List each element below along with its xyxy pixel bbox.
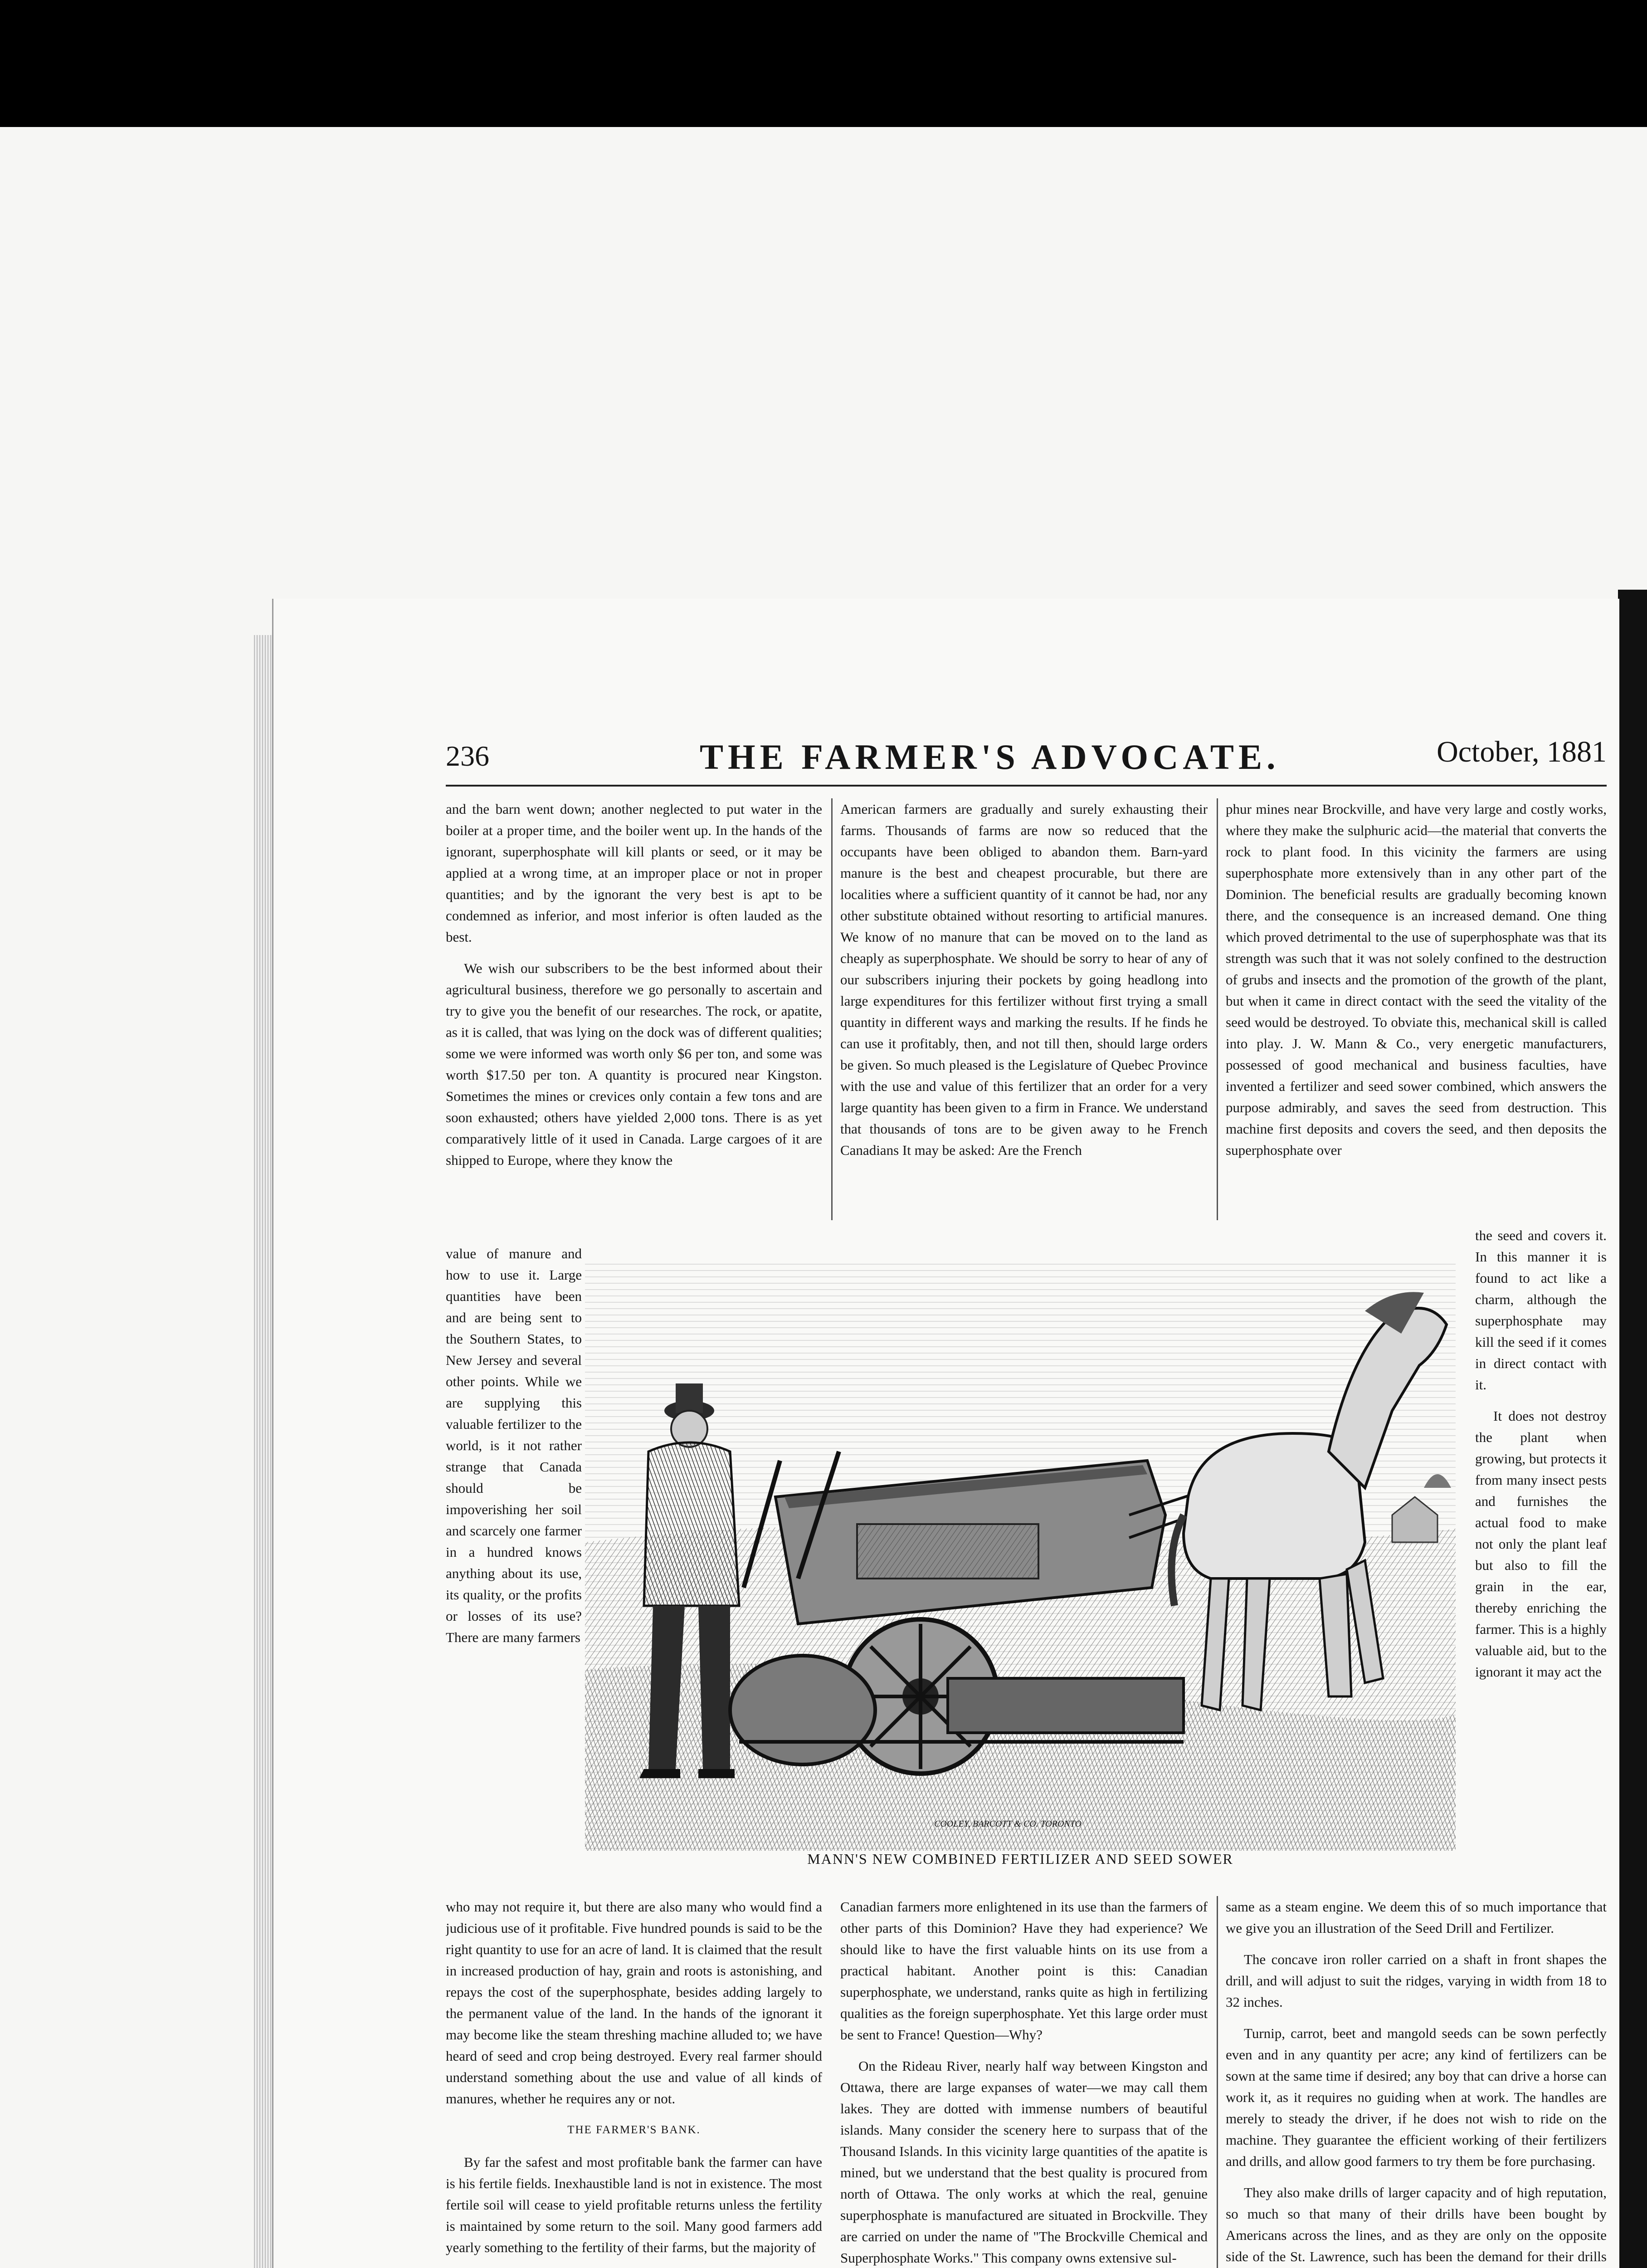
header-rule — [446, 785, 1607, 787]
illustration-caption: MANN'S NEW COMBINED FERTILIZER AND SEED SOWER — [807, 1851, 1233, 1867]
article-paragraph: and the barn went down; another neglected to put water in the boiler at a proper time, and the boiler went up. In the hands of the ignorant, superphosphate will kill plants or seed, or it may be applied at a wrong time, at an improper place or not in proper quantities; and by the ignorant the very best is apt to be condemned as inferior, and most inferior is often lauded as the best. — [446, 801, 822, 945]
column-3-bottom — [1226, 1896, 1607, 2268]
engraving-drawing — [585, 1261, 1456, 1851]
column-3-top — [1226, 798, 1607, 1225]
column-1-bottom — [446, 1896, 822, 2268]
book-spine-edge — [254, 635, 272, 2268]
column-rule — [831, 798, 833, 1220]
column-2-top — [840, 798, 1208, 1220]
article-paragraph: They also make drills of larger capacity and of high reputation, so much so that many of their drills have been bought by Americans across the lines, and as they are only on the opposite side of the St. Lawrence, such has been the demand for their drills — [1226, 2185, 1607, 2264]
seed-sower-engraving — [585, 1261, 1456, 1851]
column-3-narrow — [1475, 1225, 1607, 1833]
article-paragraph: value of manure and how to use it. Large quantities have been and are being sent to the Southern States, to New Jersey and several other points. While we are supplying this valuable fertilizer to the world, is it not rather strange that Canada should be impoverishing her soil and scarcely one farmer in a hundred knows anything about its use, its quality, or the profits or losses of its use? There are many farmers — [446, 1246, 582, 1645]
article-paragraph: Canadian farmers more enlightened in its use than the farmers of other parts of this Dominion? Have they had experience? We should like to have the first valuable hints on its use from a practical habitant. Another point is this: Canadian superphosphate, we understand, ranks quite as high in fertilizing qualities as the foreign superphosphate. Yet this large order must be sent to France! Question—Why? — [840, 1899, 1208, 2043]
page-header — [446, 730, 1607, 785]
article-paragraph: same as a steam engine. We deem this of so much importance that we give you an illustration of the Seed Drill and Fertilizer. — [1226, 1899, 1607, 1936]
page-number: 236 — [446, 740, 489, 772]
section-heading: THE FARMER'S BANK. — [567, 2124, 701, 2136]
column-rule — [1217, 1896, 1218, 2268]
engraver-credit: COOLEY, BARCOTT & CO. TORONTO — [934, 1819, 1082, 1829]
article-paragraph: the seed and covers it. In this manner it is found to act like a charm, although the superphosphate may kill the seed if it comes in direct contact with it. — [1475, 1227, 1607, 1393]
article-paragraph: American farmers are gradually and surely exhausting their farms. Thousands of farms are now so reduced that the occupants have been obliged to abandon them. Barn-yard manure is the best and cheapest procurable, but there are localities where a sufficient quantity of it cannot be had, nor any other substitute obtained without resorting to artificial manures. We know of no manure that can be moved on to the land as cheaply as superphosphate. We should be sorry to hear of any of our subscribers injuring their pockets by going headlong into large expenditures for this fertilizer without first trying a small quantity in different ways and marking the results. If he finds he can use it profitably, then, and not till then, should large orders be given. So much pleased is the Legislature of Quebec Province with the use and value of this fertilizer that an order for a very large quantity has been given to a firm in France. We understand that thousands of tons are to be given away to he French Canadians It may be asked: Are the French — [840, 801, 1208, 1158]
article-paragraph: On the Rideau River, nearly half way between Kingston and Ottawa, there are large expanses of water—we may call them lakes. They are dotted with immense numbers of beautiful islands. Many consider the scenery here to surpass that of the Thousand Islands. In this vicinity large quantities of the apatite is mined, but we understand that the best quality is procured from north of Ottawa. The only works at which the real, genuine superphosphate is manufactured are situated in Brockville. They are carried on under the name of "The Brockville Chemical and Superphosphate Works." This company owns extensive sul- — [840, 2058, 1208, 2266]
issue-date: October, 1881 — [1437, 735, 1607, 768]
article-paragraph: It does not destroy the plant when growing, but protects it from many insect pests and furnishes the actual food to make not only the plant leaf but also to fill the grain in the ear, thereby enriching the farmer. This is a highly valuable aid, but to the ignorant it may act the — [1475, 1408, 1607, 1680]
article-paragraph: By far the safest and most profitable bank the farmer can have is his fertile fields. Inexhaustible land is not in existence. The most fertile soil will cease to yield profitable returns unless the fertility is maintained by some return to the soil. Many good farmers add yearly something to the fertility of their farms, but the majority of — [446, 2154, 822, 2255]
column-2-bottom — [840, 1896, 1208, 2268]
column-rule — [1217, 798, 1218, 1220]
article-paragraph: We wish our subscribers to be the best informed about their agricultural business, therefore we go personally to ascertain and try to give you the benefit of our researches. The rock, or apatite, as it is called, that was lying on the dock was of different qualities; some we were informed was worth only $6 per ton, and some was worth $17.50 per ton. A quantity is procured near Kingston. Sometimes the mines or crevices only contain a few tons and are soon exhausted; others have yielded 2,000 tons. There is as yet comparatively little of it used in Canada. Large cargoes of it are shipped to Europe, where they know the — [446, 960, 822, 1168]
page-edge-right — [1618, 590, 1647, 2268]
article-paragraph: phur mines near Brockville, and have very large and costly works, where they make the sulphuric acid—the material that converts the rock to plant food. In this vicinity the farmers are using superphosphate more extensively than in any other part of the Dominion. The beneficial results are gradually becoming known there, and the consequence is an increased demand. One thing which proved detrimental to the use of superphosphate was that its strength was such that it was not solely confined to the destruction of grubs and insects and the promotion of the growth of the plant, but when it came in direct contact with the seed the vitality of the seed would be destroyed. To obviate this, mechanical skill is called into play. J. W. Mann & Co., very energetic manufacturers, possessed of good mechanical and business faculties, have invented a fertilizer and seed sower combined, which answers the purpose admirably, and saves the seed from destruction. This machine first deposits and covers the seed, and then deposits the superphosphate over — [1226, 801, 1607, 1158]
article-paragraph: who may not require it, but there are also many who would find a judicious use of it profitable. Five hundred pounds is said to be the right quantity to use for an acre of land. It is claimed that the result in increased production of hay, grain and roots is astonishing, and repays the cost of the superphosphate, besides adding largely to the permanent value of the land. In the hands of the ignorant it may become like the steam threshing machine alluded to; we have heard of seed and crop being destroyed. Every real farmer should understand something about the use and value of all kinds of manures, whether he requires any or not. — [446, 1899, 822, 2107]
masthead-title: THE FARMER'S ADVOCATE. — [700, 737, 1280, 777]
article-paragraph: The concave iron roller carried on a shaft in front shapes the drill, and will adjust to suit the ridges, varying in width from 18 to 32 inches. — [1226, 1951, 1607, 2010]
article-paragraph: Turnip, carrot, beet and mangold seeds can be sown perfectly even and in any quantity per acre; any kind of fertilizers can be sown at the same time if desired; any boy that can drive a horse can work it, as it requires no guiding when at work. The handles are merely to steady the driver, if he does not wish to ride on the machine. They guarantee the efficient working of their fertilizers and drills, and allow good farmers to try them be fore purchasing. — [1226, 2025, 1607, 2169]
